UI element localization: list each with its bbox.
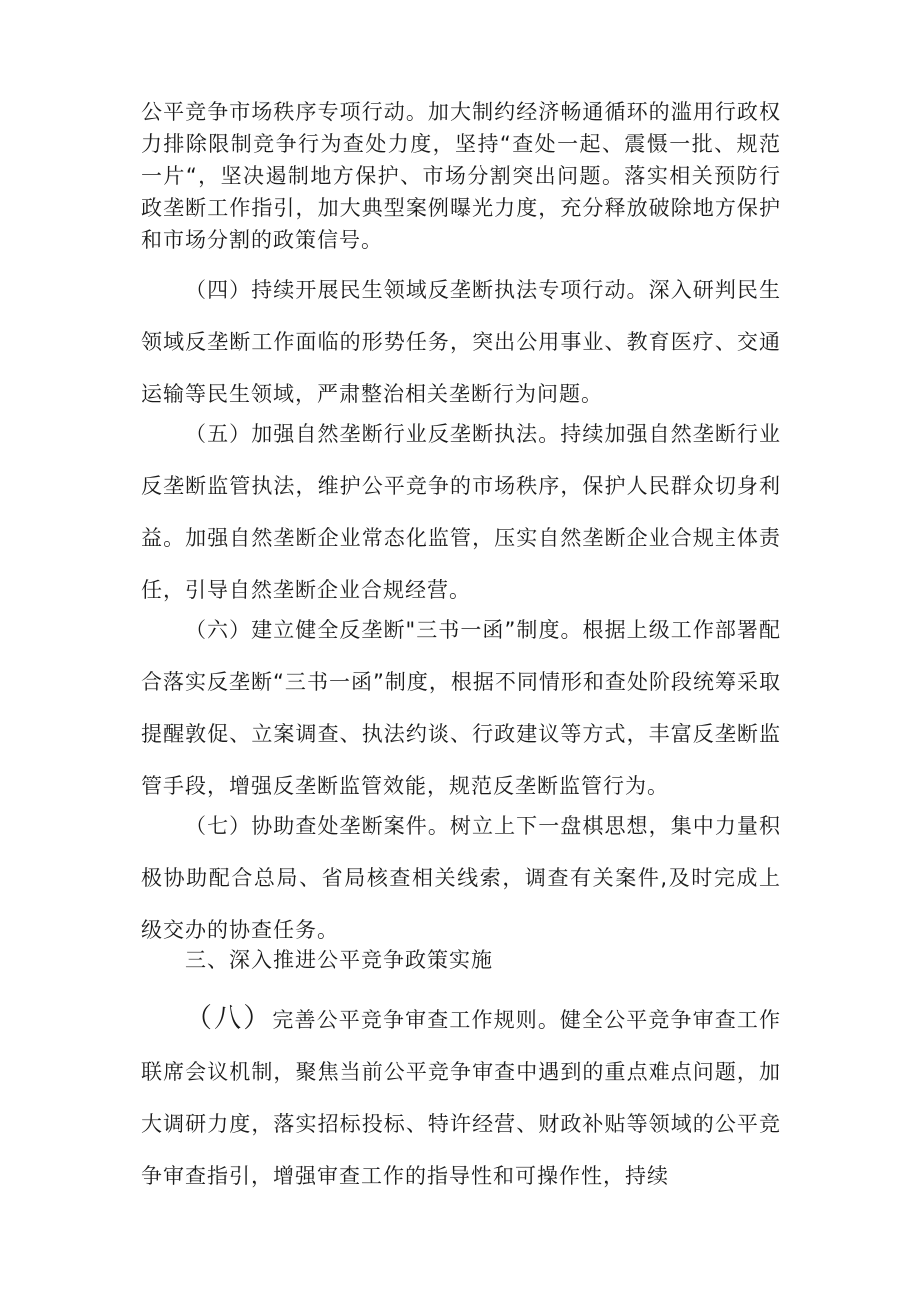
section-heading: 三、深入推进公平竞争政策实施 — [185, 948, 493, 972]
paragraph-item-6: （六）建立健全反垄断"三书一函”制度。根据上级工作部署配合落实反垄断“三书一函”制度，根据不同情形和查处阶段统筹采取提醒敦促、立案调查、执法约谈、行政建议等方式，丰富反垄断监管手段，增强反垄断监管效能，规范反垄断监管行为。 — [141, 618, 781, 798]
paragraph-item-7: （七）协助查处垄断案件。树立上下一盘棋思想，集中力量积极协助配合总局、省局核查相关线索，调查有关案件,及时完成上级交办的协查任务。 — [141, 814, 781, 942]
paragraph-continuation: 公平竞争市场秩序专项行动。加大制约经济畅通循环的滥用行政权力排除限制竞争行为查处力度，坚持“查处一起、震慑一批、规范一片“，坚决遏制地方保护、市场分割突出问题。落实相关预防行政垄断工作指引，加大典型案例曝光力度，充分释放破除地方保护和市场分割的政策信号。 — [141, 100, 781, 252]
item-8-label: （八） — [185, 1003, 273, 1034]
paragraph-item-4: （四）持续开展民生领域反垄断执法专项行动。深入研判民生领域反垄断工作面临的形势任务，突出公用事业、教育医疗、交通运输等民生领域，严肃整治相关垄断行为问题。 — [141, 278, 781, 406]
item-8-text: 完善公平竞争审查工作规则。健全公平竞争审查工作联席会议机制，聚焦当前公平竞争审查中遇到的重点难点问题，加大调研力度，落实招标投标、特许经营、财政补贴等领域的公平竞争审查指引，增强审查工作的指导性和可操作性，持续 — [141, 1008, 782, 1188]
paragraph-item-5: （五）加强自然垄断行业反垄断执法。持续加强自然垄断行业反垄断监管执法，维护公平竞争的市场秩序，保护人民群众切身利益。加强自然垄断企业常态化监管，压实自然垄断企业合规主体责任，引导自然垄断企业合规经营。 — [141, 422, 781, 602]
paragraph-item-8 — [141, 993, 781, 1202]
